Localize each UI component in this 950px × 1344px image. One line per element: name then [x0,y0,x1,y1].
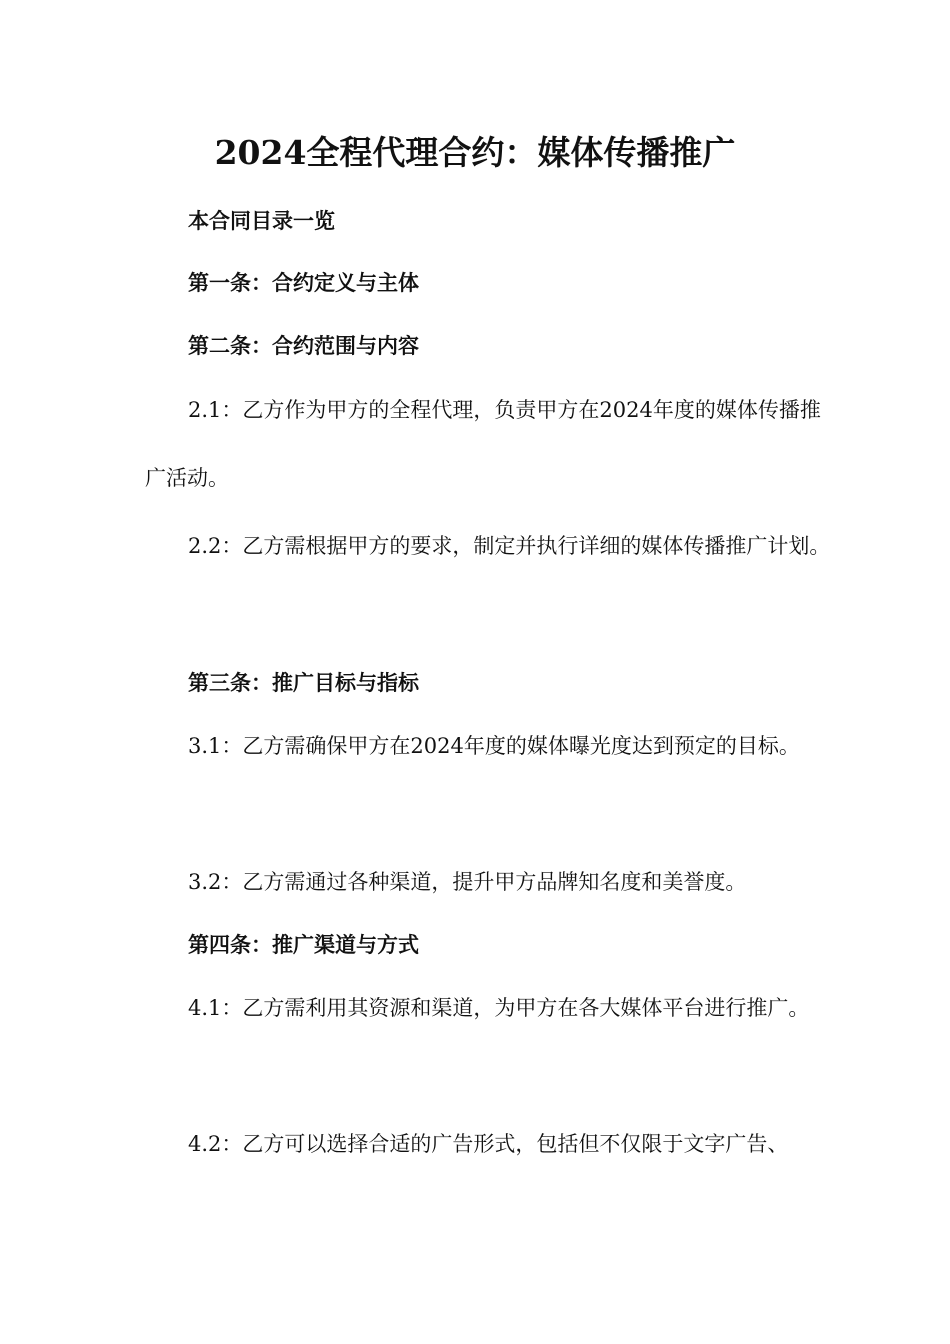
clause-2-2: 2.2：乙方需根据甲方的要求，制定并执行详细的媒体传播推广计划。 [188,534,831,558]
document-title: 2024全程代理合约：媒体传播推广 [214,133,736,172]
clause-3-2: 3.2：乙方需通过各种渠道，提升甲方品牌知名度和美誉度。 [188,870,747,894]
section-heading-3: 第三条：推广目标与指标 [188,671,419,695]
section-heading-1: 第一条：合约定义与主体 [188,271,419,295]
toc-heading: 本合同目录一览 [188,209,335,233]
section-heading-2: 第二条：合约范围与内容 [188,334,419,358]
clause-3-1: 3.1：乙方需确保甲方在2024年度的媒体曝光度达到预定的目标。 [188,734,800,758]
clause-4-2: 4.2：乙方可以选择合适的广告形式，包括但不仅限于文字广告、 [188,1132,789,1156]
clause-4-1: 4.1：乙方需利用其资源和渠道，为甲方在各大媒体平台进行推广。 [188,996,810,1020]
section-heading-4: 第四条：推广渠道与方式 [188,933,419,957]
clause-2-1: 2.1：乙方作为甲方的全程代理，负责甲方在2024年度的媒体传播推广活动。 [145,398,821,490]
